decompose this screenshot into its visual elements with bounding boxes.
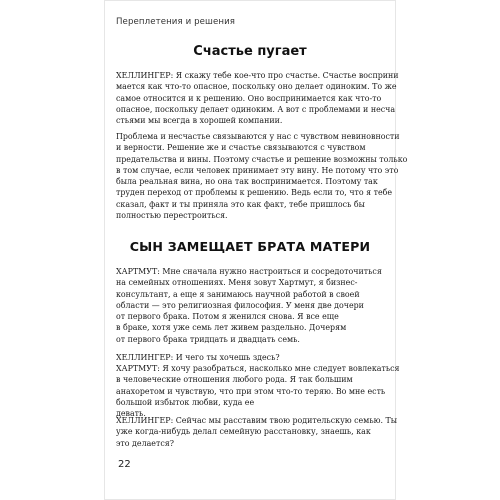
text-line: ХЕЛЛИНГЕР: Я скажу тебе кое-что про счастье. Счастье восприни [116, 71, 399, 80]
paragraph-1 [116, 70, 399, 126]
paragraph-3 [116, 266, 386, 345]
text-line: области — это религиозная философия. У меня две дочери [116, 300, 364, 310]
text-line: ХАРТМУТ: Я хочу разобраться, насколько мне следует вовлекаться [116, 364, 400, 373]
text-line: в том случае, если человек принимает эту вину. Не потому что это [116, 165, 399, 175]
text-line: на семейных отношениях. Меня зовут Хартмут, я бизнес- [116, 278, 358, 288]
text-line: уже когда-нибудь делал семейную расстановку, знаешь, как [116, 427, 371, 437]
text-line: от первого брака тридцать и двадцать семь. [116, 334, 300, 344]
text-line: большой избыток любви, куда ее [116, 397, 255, 407]
text-line: Проблема и несчастье связываются у нас с чувством невиновности [116, 132, 400, 141]
text-line: ХЕЛЛИНГЕР: Сейчас мы расставим твою родительскую семью. Ты [116, 416, 398, 425]
text-line: стьями мы всегда в хорошей компании. [116, 116, 283, 126]
text-line: и верности. Решение же и счастье связываются с чувством [116, 143, 366, 153]
text-line: в браке, хотя уже семь лет живем раздельно. Дочерям [116, 323, 347, 333]
paragraph-6 [116, 415, 398, 449]
section-title-son-replaces: СЫН ЗАМЕЩАЕТ БРАТА МАТЕРИ [129, 239, 371, 254]
text-line: труден переход от проблемы к решению. Ведь если то, что я тебе [116, 188, 393, 198]
text-line: от первого брака. Потом я женился снова. Я все еще [116, 312, 339, 322]
text-line: опасное, поскольку делает одиноким. А вот с проблемами и несча [116, 104, 396, 114]
text-line: была реальная вина, но она так воспринимается. Поэтому так [116, 177, 378, 187]
text-line: предательства и вины. Поэтому счастье и решение возможны только [116, 154, 408, 164]
text-line: это делается? [116, 438, 174, 448]
page-number: 22 [118, 459, 131, 470]
text-line: девать. [116, 409, 146, 419]
paragraph-4 [116, 352, 386, 363]
paragraph-2 [116, 131, 408, 221]
paragraph-5 [116, 363, 400, 419]
text-line: консультант, а еще я занимаюсь научной работой в своей [116, 289, 360, 299]
section-title-happiness: Счастье пугает [193, 44, 307, 59]
text-line: самое относится и к решению. Оно воспринимается как что-то [116, 93, 382, 103]
running-header: Переплетения и решения [116, 17, 236, 27]
text-line: мается как что-то опасное, поскольку оно делает одиноким. То же [116, 82, 397, 92]
text-line: в человеческие отношения любого рода. Я так большим [116, 375, 353, 385]
text-line: анахоретом и чувствую, что при этом что-то теряю. Во мне есть [116, 386, 386, 396]
text-line: сказал, факт и ты приняла это как факт, тебе пришлось бы [116, 199, 365, 209]
text-line: полностью перестроиться. [116, 211, 228, 221]
text-line: ХЕЛЛИНГЕР: И чего ты хочешь здесь? [116, 353, 280, 362]
text-line: ХАРТМУТ: Мне сначала нужно настроиться и сосредоточиться [116, 267, 382, 276]
book-page [104, 0, 408, 500]
